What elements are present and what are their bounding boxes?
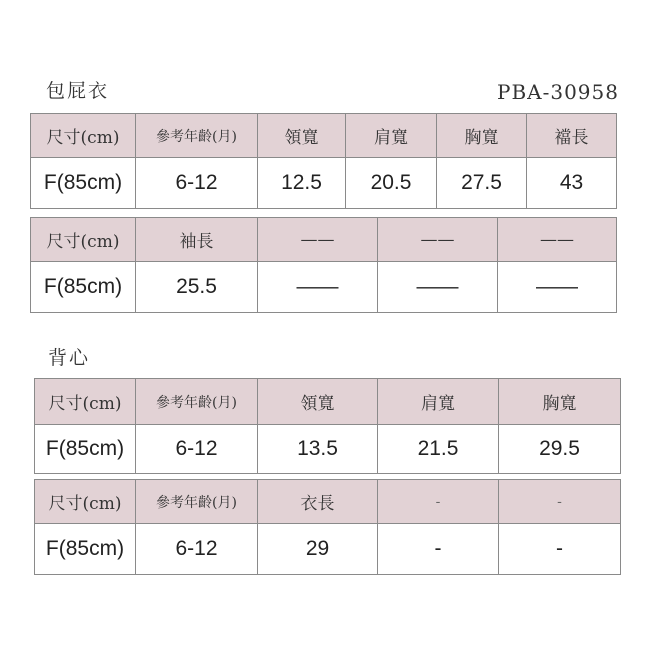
table-row (31, 262, 617, 313)
header-age: 參考年齡(月) (136, 480, 258, 524)
header-size: 尺寸(cm) (31, 114, 136, 158)
header-crotch-length: 襠長 (527, 114, 617, 158)
cell-age: 6-12 (136, 524, 258, 575)
cell-neck-width: 13.5 (258, 425, 378, 474)
cell-shoulder-width: 20.5 (346, 158, 437, 209)
product-code: PBA-30958 (497, 80, 619, 104)
header-empty: —— (258, 218, 378, 262)
cell-size: F(85cm) (31, 262, 136, 313)
header-empty: —— (498, 218, 617, 262)
header-size: 尺寸(cm) (31, 218, 136, 262)
cell-empty: - (378, 524, 499, 575)
cell-crotch-length: 43 (527, 158, 617, 209)
cell-empty: —— (498, 262, 617, 313)
section-title-vest: 背心 (48, 347, 91, 369)
bodysuit-sleeve-table (30, 217, 617, 313)
cell-size: F(85cm) (35, 524, 136, 575)
cell-empty: - (499, 524, 621, 575)
cell-empty: —— (258, 262, 378, 313)
section-title-bodysuit: 包屁衣 (46, 80, 110, 102)
header-neck-width: 領寬 (258, 379, 378, 425)
cell-body-length: 29 (258, 524, 378, 575)
header-size: 尺寸(cm) (35, 379, 136, 425)
cell-chest-width: 29.5 (499, 425, 621, 474)
table-header-row (31, 114, 617, 158)
header-neck-width: 領寬 (258, 114, 346, 158)
table-header-row (31, 218, 617, 262)
cell-empty: —— (378, 262, 498, 313)
table-row (31, 158, 617, 209)
table-row (35, 425, 621, 474)
header-age: 參考年齡(月) (136, 379, 258, 425)
table-row (35, 524, 621, 575)
header-age: 參考年齡(月) (136, 114, 258, 158)
cell-neck-width: 12.5 (258, 158, 346, 209)
vest-length-table (34, 479, 621, 575)
cell-size: F(85cm) (35, 425, 136, 474)
cell-sleeve-length: 25.5 (136, 262, 258, 313)
table-header-row (35, 480, 621, 524)
cell-age: 6-12 (136, 425, 258, 474)
cell-chest-width: 27.5 (437, 158, 527, 209)
header-sleeve-length: 袖長 (136, 218, 258, 262)
vest-size-table (34, 378, 621, 474)
header-shoulder-width: 肩寬 (378, 379, 499, 425)
cell-age: 6-12 (136, 158, 258, 209)
header-shoulder-width: 肩寬 (346, 114, 437, 158)
header-chest-width: 胸寬 (437, 114, 527, 158)
header-size: 尺寸(cm) (35, 480, 136, 524)
table-header-row (35, 379, 621, 425)
header-empty: - (499, 480, 621, 524)
header-body-length: 衣長 (258, 480, 378, 524)
cell-shoulder-width: 21.5 (378, 425, 499, 474)
header-empty: - (378, 480, 499, 524)
bodysuit-size-table (30, 113, 617, 209)
header-empty: —— (378, 218, 498, 262)
header-chest-width: 胸寬 (499, 379, 621, 425)
cell-size: F(85cm) (31, 158, 136, 209)
